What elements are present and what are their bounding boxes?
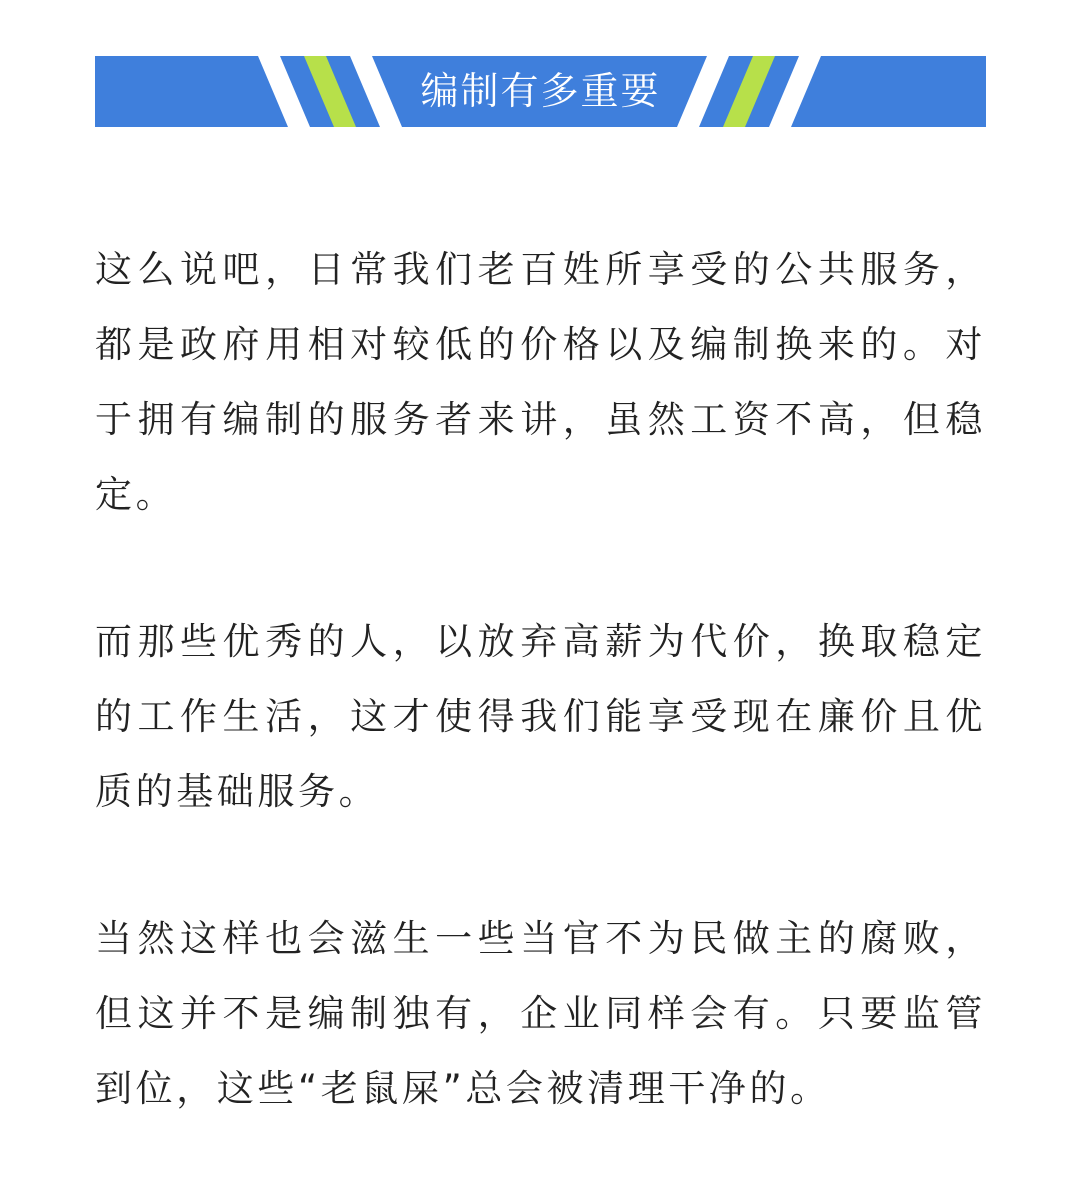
section-banner [95, 56, 986, 127]
paragraph-3: 当然这样也会滋生一些当官不为民做主的腐败，但这并不是编制独有，企业同样会有。只要监管到位，这些“老鼠屎”总会被清理干净的。 [95, 917, 986, 1110]
article-body [95, 232, 986, 1198]
paragraph-2: 而那些优秀的人，以放弃高薪为代价，换取稳定的工作生活，这才使得我们能享受现在廉价且优质的基础服务。 [95, 620, 986, 813]
paragraph-1: 这么说吧，日常我们老百姓所享受的公共服务，都是政府用相对较低的价格以及编制换来的。对于拥有编制的服务者来讲，虽然工资不高，但稳定。 [95, 248, 986, 516]
banner-title: 编制有多重要 [420, 69, 661, 113]
